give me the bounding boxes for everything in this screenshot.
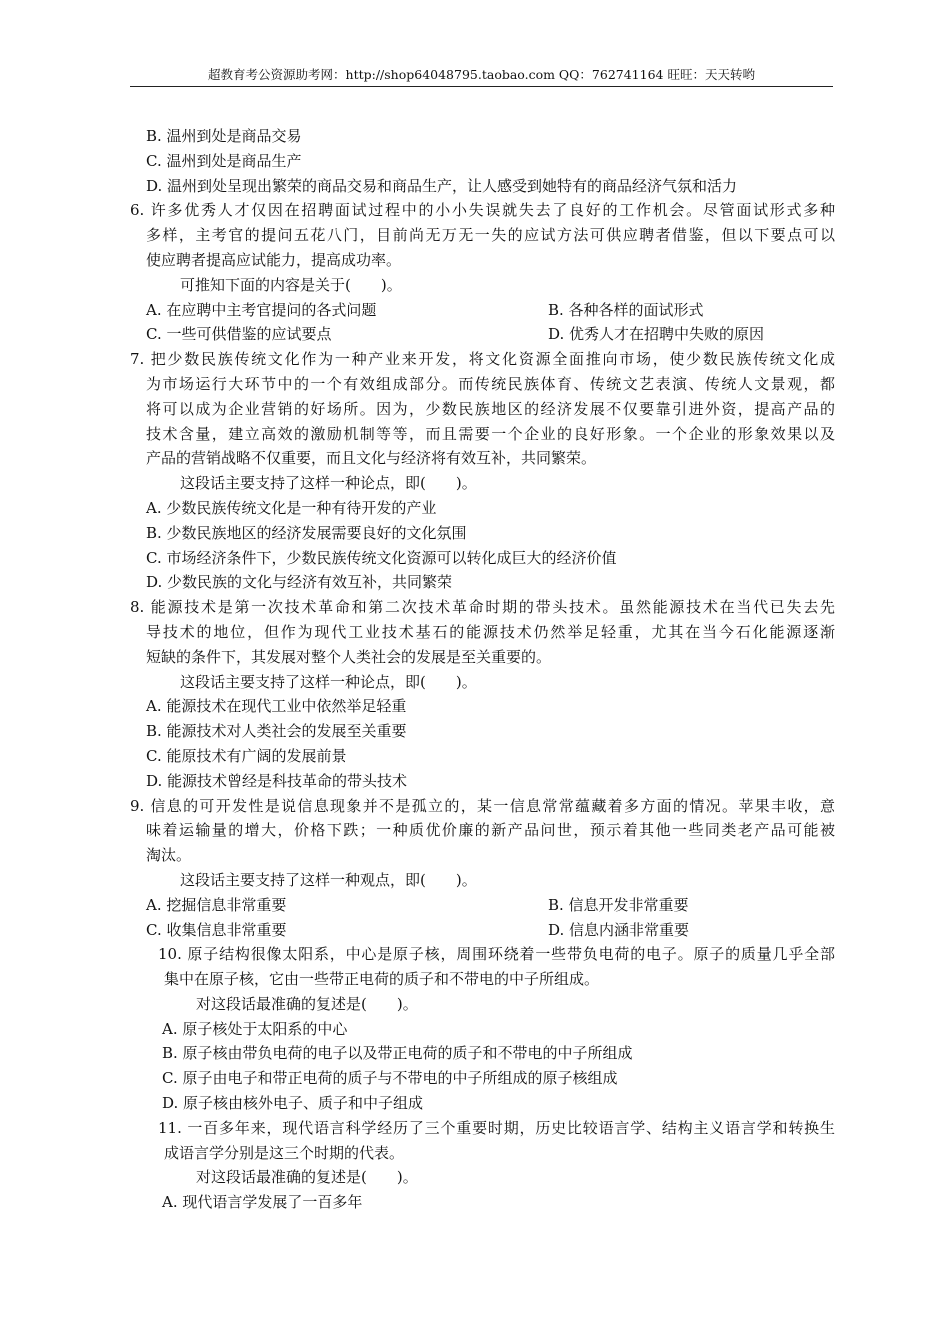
q7-option-c: C. 市场经济条件下，少数民族传统文化资源可以转化成巨大的经济价值: [146, 548, 617, 567]
q8-option-d: D. 能源技术曾经是科技革命的带头技术: [146, 771, 408, 790]
document-body: [130, 124, 835, 1215]
q10-stem-line: 集中在原子核，它由一些带正电荷的质子和不带电的中子所组成。: [164, 970, 600, 989]
q9-option-d: D. 信息内涵非常重要: [548, 920, 690, 939]
q9-stem-line: 淘汰。: [146, 846, 192, 865]
q9-option-c: C. 收集信息非常重要: [146, 920, 287, 939]
q6-option-c: C. 一些可供借鉴的应试要点: [146, 325, 332, 344]
q5-option-d: D. 温州到处呈现出繁荣的商品交易和商品生产，让人感受到她特有的商品经济气氛和活力: [146, 176, 738, 195]
q8-option-a: A. 能源技术在现代工业中依然举足轻重: [146, 697, 407, 716]
q8-prompt: 这段话主要支持了这样一种论点，即( )。: [180, 672, 477, 691]
q6-option-b: B. 各种各样的面试形式: [548, 300, 704, 319]
q10-prompt: 对这段话最准确的复述是( )。: [196, 994, 418, 1013]
q7-stem-line: 产品的营销战略不仅重要，而且文化与经济将有效互补，共同繁荣。: [146, 449, 597, 468]
q7-option-a: A. 少数民族传统文化是一种有待开发的产业: [146, 498, 437, 517]
q9-stem-line: 味着运输量的增大，价格下跌；一种质优价廉的新产品问世，预示着其他一些同类老产品可能被: [146, 821, 835, 840]
q9-option-a: A. 挖掘信息非常重要: [146, 895, 287, 914]
q10-option-d: D. 原子核由核外电子、质子和中子组成: [162, 1094, 424, 1113]
q11-prompt: 对这段话最准确的复述是( )。: [196, 1168, 418, 1187]
q8-stem-line: 8. 能源技术是第一次技术革命和第二次技术革命时期的带头技术。虽然能源技术在当代已失去先: [130, 598, 835, 617]
q6-stem-line: 多样，主考官的提问五花八门，目前尚无万无一失的应试方法可供应聘者借鉴，但以下要点可以: [146, 226, 835, 245]
q7-option-b: B. 少数民族地区的经济发展需要良好的文化氛围: [146, 523, 467, 542]
page-header: 超教育考公资源助考网：http://shop64048795.taobao.com QQ：762741164 旺旺：天天转哟: [130, 66, 833, 87]
q7-stem-line: 7. 把少数民族传统文化作为一种产业来开发，将文化资源全面推向市场，使少数民族传统文化成: [130, 350, 835, 369]
q10-stem-line: 10. 原子结构很像太阳系，中心是原子核，周围环绕着一些带负电荷的电子。原子的质量几乎全部: [158, 945, 835, 964]
q9-options-row: [130, 893, 835, 918]
q7-stem-line: 技术含量，建立高效的激励机制等等，而且需要一个企业的良好形象。一个企业的形象效果以及: [146, 424, 835, 443]
q11-option-a: A. 现代语言学发展了一百多年: [162, 1193, 363, 1212]
q9-prompt: 这段话主要支持了这样一种观点，即( )。: [180, 870, 477, 889]
q8-option-b: B. 能源技术对人类社会的发展至关重要: [146, 722, 407, 741]
q6-option-a: A. 在应聘中主考官提问的各式问题: [146, 300, 377, 319]
q8-option-c: C. 能原技术有广阔的发展前景: [146, 746, 347, 765]
q7-prompt: 这段话主要支持了这样一种论点，即( )。: [180, 474, 477, 493]
q7-option-d: D. 少数民族的文化与经济有效互补，共同繁荣: [146, 573, 453, 592]
q9-options-row: [130, 918, 835, 943]
q6-option-d: D. 优秀人才在招聘中失败的原因: [548, 325, 765, 344]
q5-option-b: B. 温州到处是商品交易: [146, 127, 302, 145]
q7-stem-line: 将可以成为企业营销的好场所。因为，少数民族地区的经济发展不仅要靠引进外资，提高产品的: [146, 399, 835, 418]
q9-option-b: B. 信息开发非常重要: [548, 895, 689, 914]
q6-stem-line: 使应聘者提高应试能力，提高成功率。: [146, 250, 402, 269]
q5-option-c: C. 温州到处是商品生产: [146, 151, 302, 170]
q6-prompt: 可推知下面的内容是关于( )。: [180, 275, 402, 294]
q11-stem-line: 成语言学分别是这三个时期的代表。: [164, 1143, 405, 1162]
q8-stem-line: 短缺的条件下，其发展对整个人类社会的发展是至关重要的。: [146, 647, 552, 666]
q10-option-c: C. 原子由电子和带正电荷的质子与不带电的中子所组成的原子核组成: [162, 1069, 618, 1088]
q10-option-b: B. 原子核由带负电荷的电子以及带正电荷的质子和不带电的中子所组成: [162, 1044, 633, 1063]
q11-stem-line: 11. 一百多年来，现代语言科学经历了三个重要时期，历史比较语言学、结构主义语言学和转换生: [158, 1118, 835, 1137]
q10-option-a: A. 原子核处于太阳系的中心: [162, 1019, 348, 1038]
q7-stem-line: 为市场运行大环节中的一个有效组成部分。而传统民族体育、传统文艺表演、传统人文景观，都: [146, 374, 835, 393]
q6-options-row: [130, 298, 835, 323]
q6-options-row: [130, 322, 835, 347]
q9-stem-line: 9. 信息的可开发性是说信息现象并不是孤立的，某一信息常常蕴藏着多方面的情况。苹果丰收，意: [130, 796, 835, 815]
q6-stem-line: 6. 许多优秀人才仅因在招聘面试过程中的小小失误就失去了良好的工作机会。尽管面试形式多种: [130, 201, 835, 220]
q8-stem-line: 导技术的地位，但作为现代工业技术基石的能源技术仍然举足轻重，尤其在当今石化能源逐渐: [146, 622, 835, 641]
